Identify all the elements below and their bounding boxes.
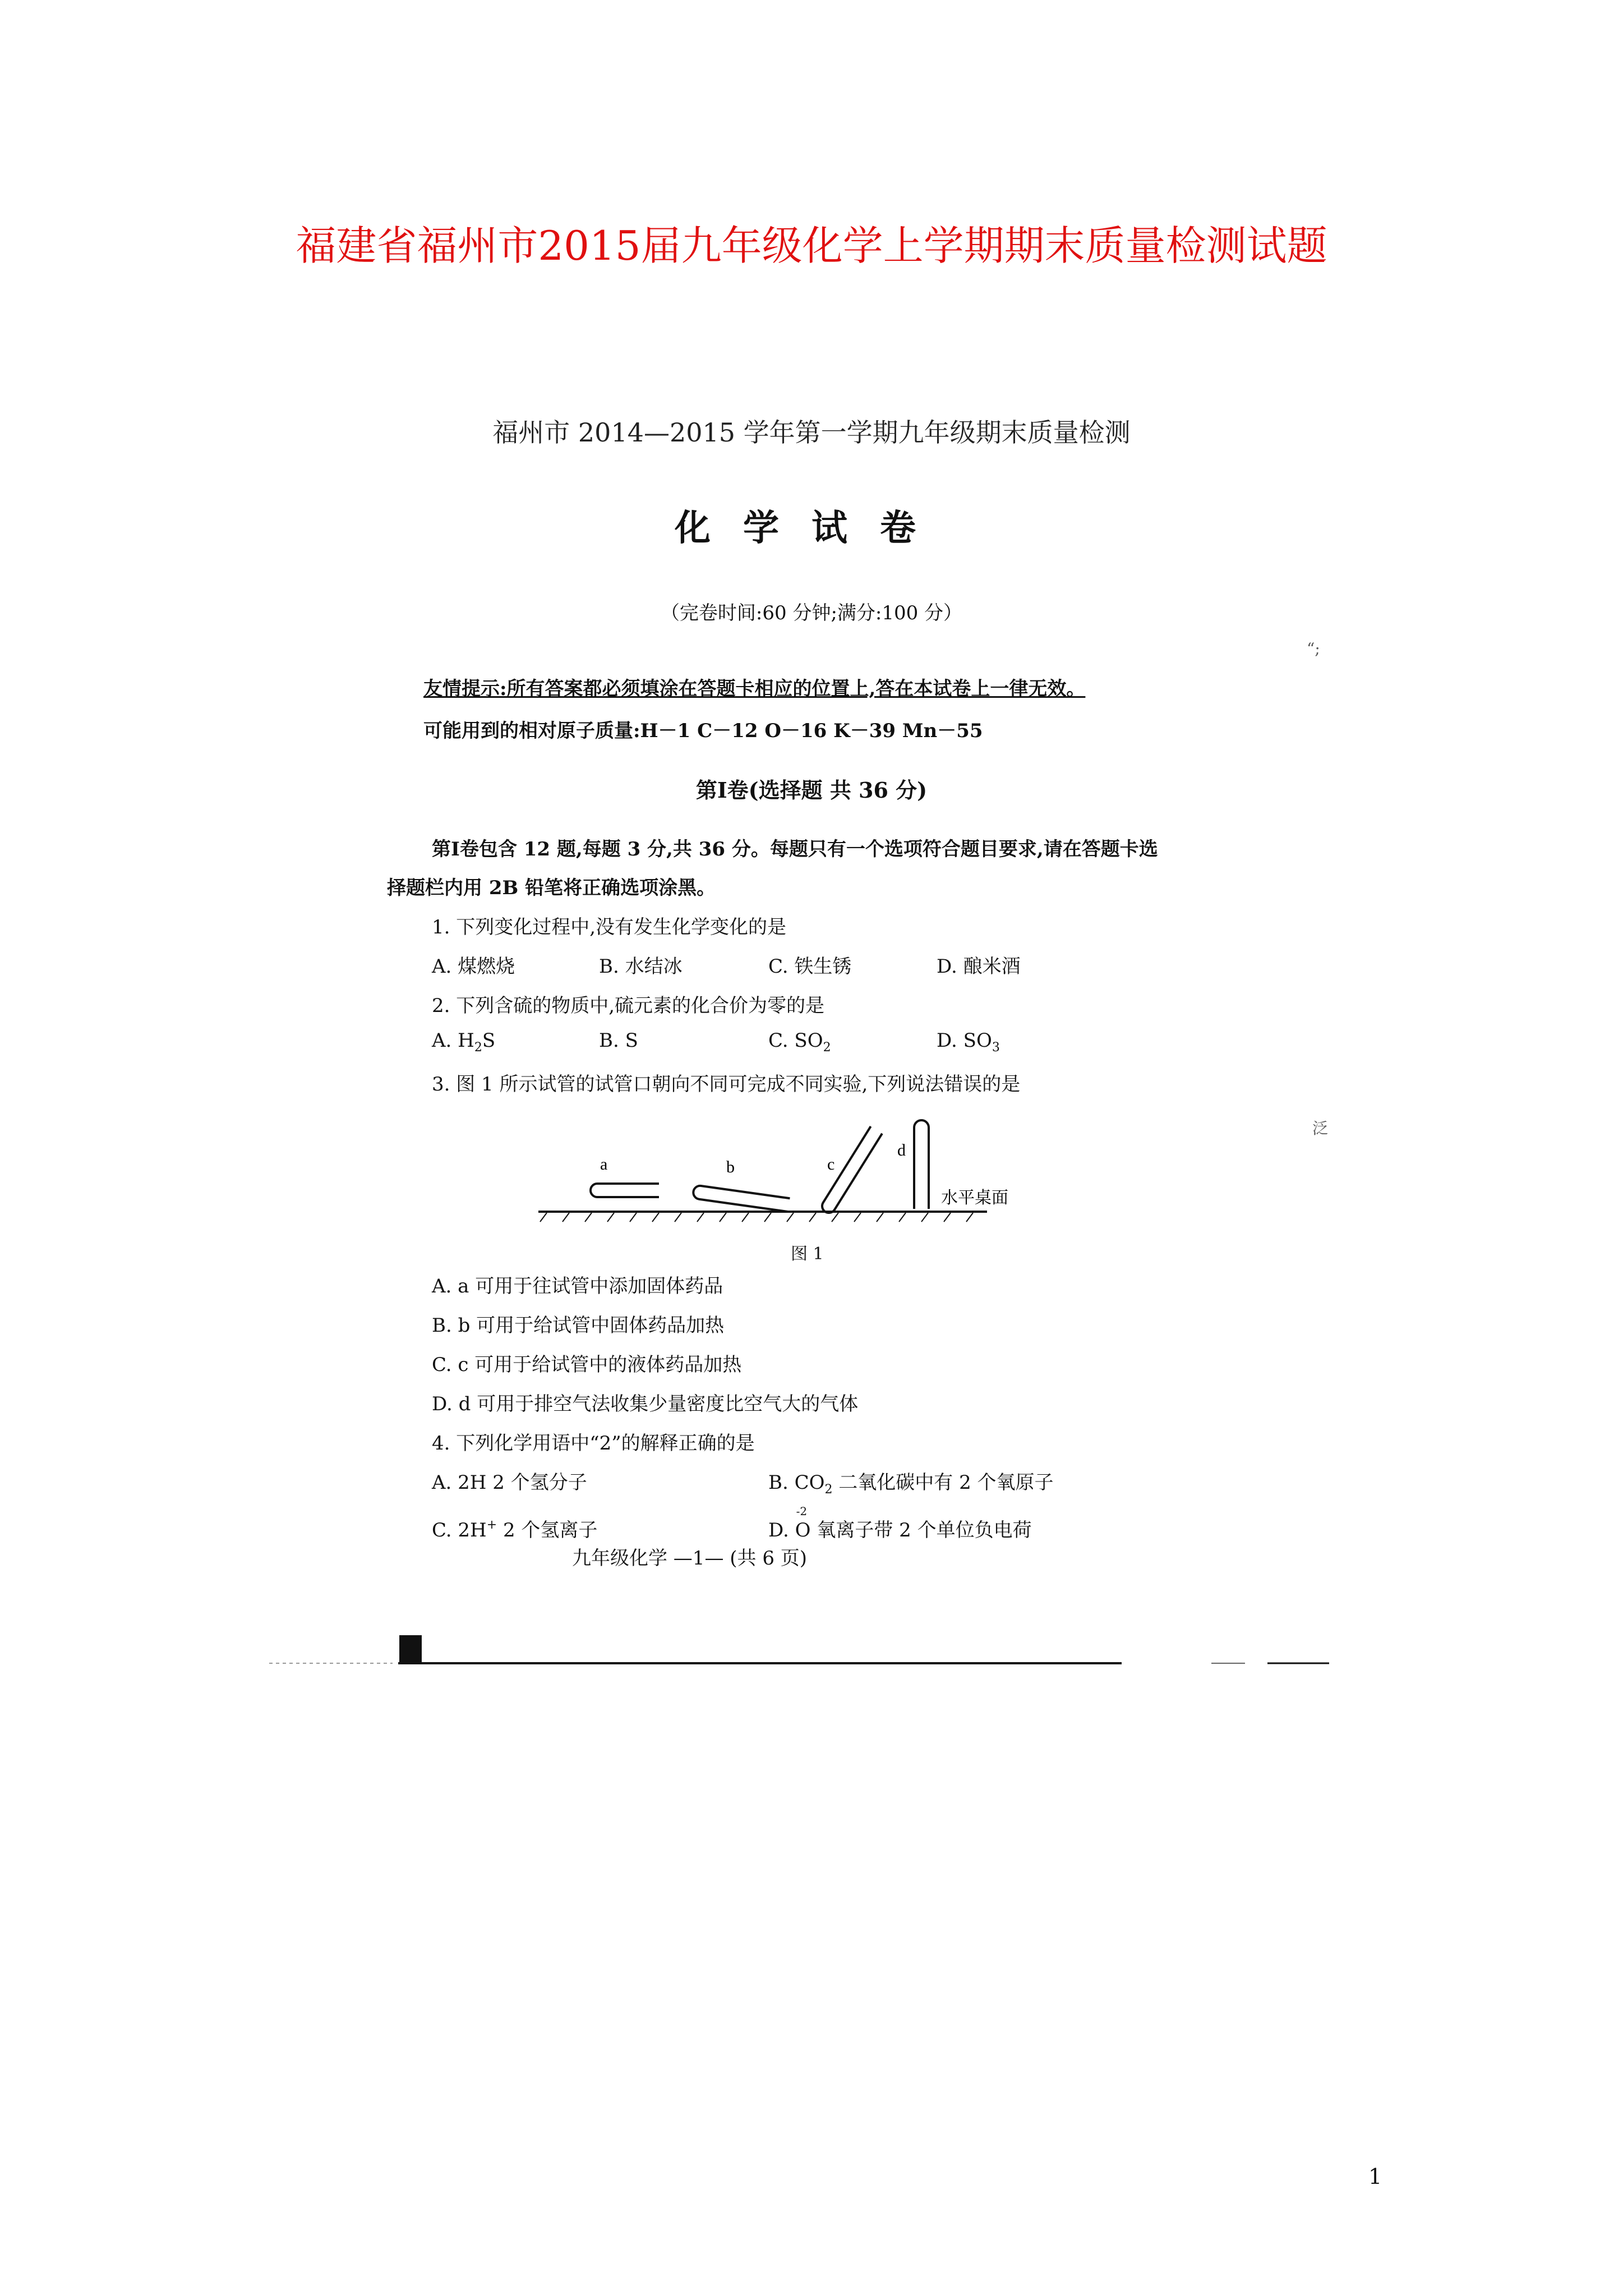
- paper-subject-title: 化学试卷: [675, 507, 948, 549]
- formula-text: B. CO: [768, 1471, 825, 1494]
- formula-text: C. 2H: [432, 1519, 487, 1542]
- formula-text: 二氧化碳中有 2 个氧原子: [832, 1471, 1054, 1494]
- scan-edge-line: [269, 1662, 1335, 1665]
- question-2-option-b: B. S: [599, 1029, 638, 1052]
- test-tube-d: [914, 1120, 929, 1209]
- exam-time-and-score: （完卷时间:60 分钟;满分:100 分）: [660, 602, 963, 624]
- tube-label-c: c: [827, 1155, 835, 1174]
- question-2-option-d: [937, 1029, 1000, 1055]
- page-number: 1: [1368, 2164, 1382, 2189]
- question-3-stem: 3. 图 1 所示试管的试管口朝向不同可完成不同实验,下列说法错误的是: [432, 1073, 1021, 1096]
- question-4-option-b: [768, 1467, 1054, 1497]
- question-2-option-c: [768, 1029, 831, 1055]
- question-3-option-b: B. b 可用于给试管中固体药品加热: [432, 1314, 725, 1337]
- question-1-option-c: C. 铁生锈: [768, 955, 852, 978]
- formula-text: A. H: [432, 1029, 474, 1052]
- question-2-option-a: [432, 1029, 495, 1055]
- formula-text: D.: [768, 1519, 795, 1542]
- scan-registration-mark: [399, 1635, 422, 1662]
- document-title: 福建省福州市2015届九年级化学上学期期末质量检测试题: [296, 222, 1327, 269]
- question-1-stem: 1. 下列变化过程中,没有发生化学变化的是: [432, 916, 787, 938]
- table-surface-label: 水平桌面: [941, 1188, 1008, 1208]
- subscript: 2: [474, 1041, 482, 1055]
- formula-text: 2 个氢离子: [497, 1519, 598, 1542]
- formula-text: C. SO: [768, 1029, 823, 1052]
- test-tube-a: [591, 1184, 659, 1197]
- notice-text: 友情提示:所有答案都必须填涂在答题卡相应的位置上,答在本试卷上一律无效。: [423, 678, 1086, 700]
- table-hatching: [540, 1213, 973, 1222]
- question-3-option-c: C. c 可用于给试管中的液体药品加热: [432, 1354, 742, 1376]
- question-4-option-a: A. 2H 2 个氢分子: [432, 1471, 587, 1494]
- test-tube-b: [693, 1185, 790, 1212]
- question-1-option-b: B. 水结冰: [599, 955, 683, 978]
- element-symbol: O: [795, 1519, 811, 1542]
- question-4-option-d: [768, 1504, 1032, 1542]
- superscript: +: [486, 1518, 497, 1532]
- edge-mark: “;: [1307, 639, 1320, 658]
- page-footer: 九年级化学 —1— (共 6 页): [572, 1547, 808, 1570]
- tube-label-b: b: [726, 1158, 735, 1176]
- section-intro-line: 第Ⅰ卷包含 12 题,每题 3 分,共 36 分。每题只有一个选项符合题目要求,请在答题卡选: [432, 838, 1158, 861]
- question-1-option-a: A. 煤燃烧: [432, 955, 515, 978]
- question-3-option-d: D. d 可用于排空气法收集少量密度比空气大的气体: [432, 1393, 859, 1415]
- tube-label-a: a: [600, 1155, 608, 1174]
- question-2-stem: 2. 下列含硫的物质中,硫元素的化合价为零的是: [432, 995, 825, 1017]
- formula-text: S: [482, 1029, 496, 1052]
- exam-header: 福州市 2014—2015 学年第一学期九年级期末质量检测: [492, 417, 1131, 448]
- subscript: 2: [823, 1041, 831, 1055]
- section-title: 第Ⅰ卷(选择题 共 36 分): [695, 777, 928, 803]
- question-1-option-d: D. 酿米酒: [937, 955, 1021, 978]
- valence-number: -2: [796, 1504, 808, 1518]
- relative-atomic-masses: 可能用到的相对原子质量:H－1 C－12 O－16 K－39 Mn－55: [423, 720, 983, 742]
- tube-label-d: d: [897, 1141, 906, 1159]
- test-tube-figure: [522, 1116, 1077, 1228]
- question-3-option-a: A. a 可用于往试管中添加固体药品: [432, 1275, 723, 1297]
- question-4-option-c: [432, 1515, 597, 1542]
- valence-symbol: [795, 1504, 811, 1542]
- question-4-stem: 4. 下列化学用语中“2”的解释正确的是: [432, 1432, 755, 1455]
- figure-caption: 图 1: [791, 1244, 824, 1264]
- edge-mark: 泛: [1312, 1119, 1329, 1138]
- subscript: 3: [992, 1041, 1000, 1055]
- formula-text: 氧离子带 2 个单位负电荷: [810, 1519, 1032, 1542]
- formula-text: D. SO: [937, 1029, 992, 1052]
- section-intro-line: 择题栏内用 2B 铅笔将正确选项涂黑。: [387, 877, 716, 899]
- subscript: 2: [824, 1483, 833, 1497]
